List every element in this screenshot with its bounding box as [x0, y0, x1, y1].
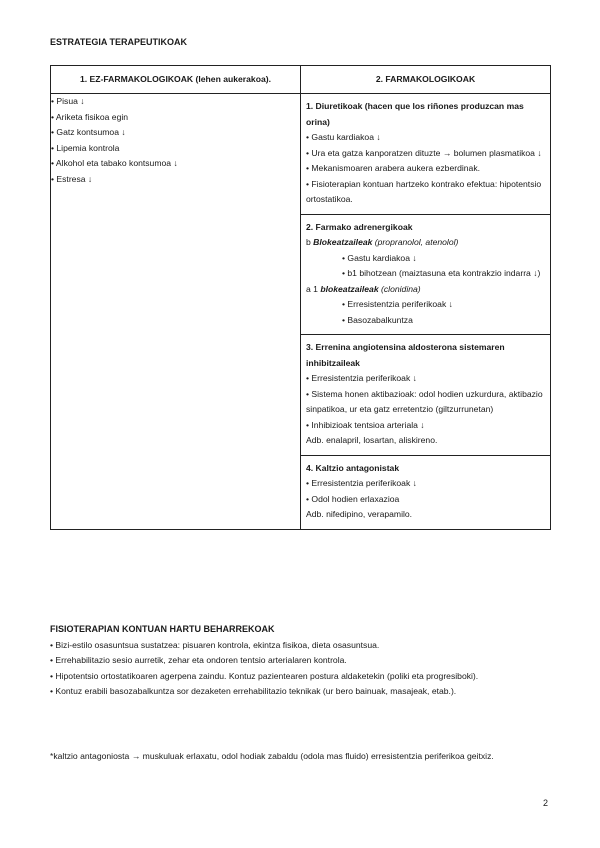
list-item: • Alkohol eta tabako kontsumoa ↓	[51, 158, 178, 168]
pharmacological-cell	[301, 94, 551, 530]
list-item: • Inhibizioak tentsioa arteriala ↓	[306, 419, 425, 430]
list-item: • Fisioterapian kontuan hartzeko kontrako efektua: hipotentsio ortostatikoa.	[306, 178, 542, 204]
list-item: • Erresistentzia periferikoak ↓	[342, 299, 453, 309]
table-header-row	[51, 66, 551, 94]
calcium-title: 4. Kaltzio antagonistak	[306, 462, 400, 473]
list-item: • Bizi-estilo osasuntsua sustatzea: pisuaren kontrola, ekintza fisikoa, dieta osasuntsua.	[50, 639, 380, 650]
list-item: • Gatz kontsumoa ↓	[51, 127, 126, 137]
list-item: • Basozabalkuntza	[342, 314, 413, 325]
physiotherapy-considerations	[50, 622, 560, 700]
table-body-row	[51, 94, 551, 530]
beta-name: Blokeatzaileak	[313, 237, 373, 247]
list-item: • Mekanismoaren arabera aukera ezberdinak.	[306, 163, 481, 173]
list-item: • Sistema honen aktibazioak: odol hodien uzkurdura, aktibazio	[306, 388, 543, 399]
list-item: Adb. enalapril, losartan, aliskireno.	[306, 435, 438, 445]
physiotherapy-title: FISIOTERAPIAN KONTUAN HARTU BEHARREKOAK	[50, 624, 275, 634]
alpha-examples: (clonidina)	[378, 283, 421, 294]
list-item: • Ariketa fisikoa egin	[51, 111, 129, 122]
therapeutic-strategies-table	[50, 65, 551, 530]
list-item: • Gastu kardiakoa ↓	[342, 252, 417, 263]
list-item: • Pisua ↓	[51, 96, 85, 106]
renin-inhibitors-section	[301, 335, 550, 456]
list-item: • Lipemia kontrola	[51, 142, 120, 153]
list-item: • Ura eta gatza kanporatzen dituzte → bolumen plasmatikoa ↓	[306, 147, 542, 158]
non-pharmacological-cell	[51, 94, 301, 530]
calcium-antagonists-section	[301, 456, 550, 529]
list-item: • Erresistentzia periferikoak ↓	[306, 373, 417, 383]
beta-examples: (propranolol, atenolol)	[372, 237, 459, 247]
page-number: 2	[543, 798, 549, 808]
adrenergic-section	[301, 215, 550, 336]
list-item: • Gastu kardiakoa ↓	[306, 132, 381, 142]
list-item: • Erresistentzia periferikoak ↓	[306, 478, 417, 488]
list-item: sinpatikoa, ur eta gatz erretentzio (giltzurrunetan)	[306, 404, 494, 414]
list-item: • Hipotentsio ortostatikoaren agerpena zaindu. Kontuz pazientearen postura aldaketekin (poliki eta progresiboki).	[50, 670, 479, 681]
list-item: • b1 bihotzean (maiztasuna eta kontrakzio indarra ↓)	[342, 268, 541, 278]
page-title: ESTRATEGIA TERAPEUTIKOAK	[50, 37, 188, 47]
alpha-blockers-heading	[306, 282, 545, 298]
renin-title: 3. Errenina angiotensina aldosterona sistemaren inhibitzaileak	[306, 342, 505, 368]
list-item: • Kontuz erabili basozabalkuntza sor dezaketen errehabilitazio teknikak (ur bero bainuak, masajeak, etab.).	[50, 686, 457, 696]
adrenergic-title: 2. Farmako adrenergikoak	[306, 221, 413, 232]
list-item: • Errehabilitazio sesio aurretik, zehar eta ondoren tentsio arterialaren kontrola.	[50, 655, 347, 665]
list-item: • Estresa ↓	[51, 173, 93, 184]
diuretics-section	[301, 94, 550, 215]
header-pharmacological: 2. FARMAKOLOGIKOAK	[301, 66, 551, 94]
beta-prefix: b	[306, 237, 314, 247]
beta-blockers-heading	[306, 235, 545, 251]
header-non-pharmacological: 1. EZ-FARMAKOLOGIKOAK (lehen aukerakoa).	[51, 66, 301, 94]
alpha-prefix: a 1	[306, 283, 321, 294]
list-item: Adb. nifedipino, verapamilo.	[306, 509, 413, 519]
alpha-name: blokeatzaileak	[320, 283, 379, 294]
list-item: • Odol hodien erlaxazioa	[306, 493, 400, 504]
diuretics-title: 1. Diuretikoak (hacen que los riñones produzcan mas orina)	[306, 101, 524, 127]
footnote: *kaltzio antagoniosta → muskuluak erlaxatu, odol hodiak zabaldu (odola mas fluido) erresistentzia periferikoa geitxiz.	[50, 751, 494, 761]
